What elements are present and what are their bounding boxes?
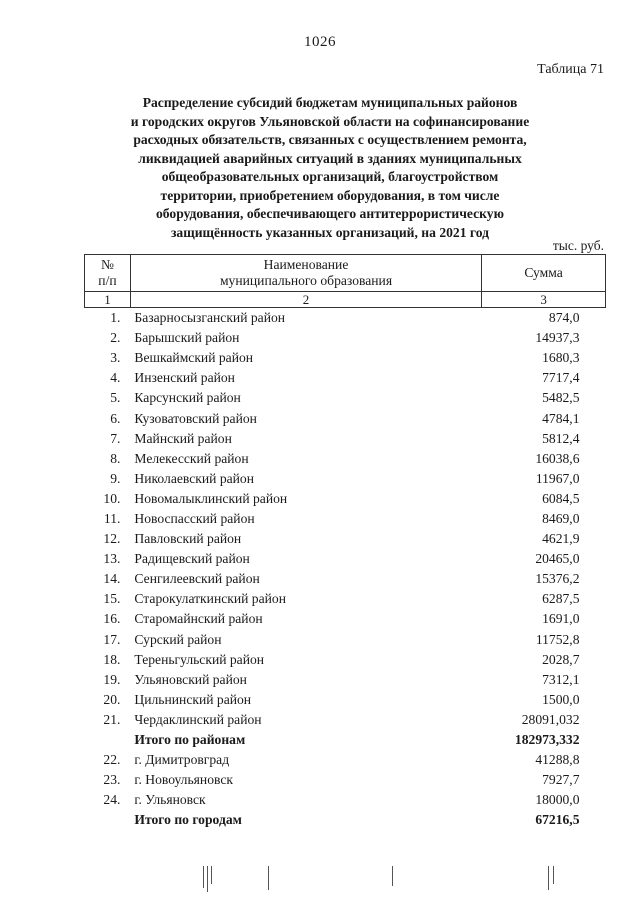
document-title [80, 94, 580, 242]
row-sum: 5482,5 [542, 390, 580, 406]
row-sum: 1500,0 [542, 691, 580, 707]
row-sum: 2028,7 [542, 651, 580, 667]
table-row [85, 408, 606, 428]
row-number: 3. [110, 350, 121, 366]
row-sum: 67216,5 [535, 812, 580, 828]
row-number [85, 810, 131, 830]
row-sum: 28091,032 [521, 711, 580, 727]
table-row [85, 750, 606, 770]
row-number: 23. [103, 772, 121, 788]
row-name: Новомалыклинский район [134, 490, 288, 506]
table-row [85, 308, 606, 329]
row-sum: 20465,0 [535, 551, 580, 567]
header-name: Наименование муниципального образования [130, 255, 481, 292]
row-number: 22. [103, 752, 121, 768]
row-number: 16. [103, 611, 121, 627]
table-row [85, 368, 606, 388]
row-name: Сурский район [134, 631, 222, 647]
row-name: Цильнинский район [134, 691, 252, 707]
column-number: 2 [130, 292, 481, 308]
total-row [85, 810, 606, 830]
table-row [85, 609, 606, 629]
row-number: 4. [110, 370, 121, 386]
row-sum: 4621,9 [542, 531, 580, 547]
row-sum: 4784,1 [542, 410, 580, 426]
row-number: 7. [110, 430, 121, 446]
scan-margin-marks [0, 866, 640, 896]
column-number-row [85, 292, 606, 308]
row-name: Итого по районам [134, 732, 246, 748]
subsidy-table [84, 254, 606, 830]
row-number: 12. [103, 531, 121, 547]
row-sum: 7312,1 [542, 671, 580, 687]
table-row [85, 569, 606, 589]
table-row [85, 589, 606, 609]
header-sum: Сумма [482, 255, 606, 292]
row-name: Чердаклинский район [134, 711, 262, 727]
row-name: Барышский район [134, 330, 240, 346]
row-name: Вешкаймский район [134, 350, 254, 366]
row-name: г. Новоульяновск [134, 772, 233, 788]
row-number: 19. [103, 671, 121, 687]
row-name: Майнский район [134, 430, 232, 446]
row-number: 10. [103, 490, 121, 506]
row-name: Сенгилеевский район [134, 571, 260, 587]
row-sum: 874,0 [548, 310, 580, 326]
row-name: Карсунский район [134, 390, 241, 406]
row-number: 8. [110, 450, 121, 466]
row-name: Радищевский район [134, 551, 250, 567]
row-number: 18. [103, 651, 121, 667]
title-line: ликвидацией аварийных ситуаций в зданиях муниципальных [138, 150, 522, 166]
row-sum: 11967,0 [535, 470, 580, 486]
row-number: 15. [103, 591, 121, 607]
table-row [85, 509, 606, 529]
row-name: Ульяновский район [134, 671, 247, 687]
row-sum: 11752,8 [535, 631, 580, 647]
row-sum: 1691,0 [542, 611, 580, 627]
row-sum: 8469,0 [542, 510, 580, 526]
row-sum: 18000,0 [535, 792, 580, 808]
table-row [85, 650, 606, 670]
table-body [85, 308, 606, 831]
column-number: 1 [85, 292, 131, 308]
row-number: 24. [103, 792, 121, 808]
page-number: 1026 [304, 34, 336, 50]
row-sum: 7927,7 [542, 772, 580, 788]
title-line: и городских округов Ульяновской области на софинансирование [130, 113, 530, 129]
units-label: тыс. руб. [552, 238, 604, 253]
row-sum: 15376,2 [535, 571, 580, 587]
row-sum: 14937,3 [535, 330, 580, 346]
table-row [85, 630, 606, 650]
row-number: 14. [103, 571, 121, 587]
row-number: 21. [103, 711, 121, 727]
table-row [85, 710, 606, 730]
table-row [85, 348, 606, 368]
row-number: 11. [103, 510, 121, 526]
row-name: Николаевский район [134, 470, 254, 486]
row-number: 13. [103, 551, 121, 567]
table-row [85, 469, 606, 489]
table-row [85, 770, 606, 790]
table-row [85, 549, 606, 569]
row-sum: 1680,3 [542, 350, 580, 366]
row-sum: 7717,4 [542, 370, 580, 386]
row-name: Итого по городам [134, 812, 242, 828]
table-row [85, 529, 606, 549]
title-line: Распределение субсидий бюджетам муниципальных районов [142, 95, 518, 110]
row-sum: 5812,4 [542, 430, 580, 446]
table-row [85, 449, 606, 469]
row-number [85, 730, 131, 750]
row-sum: 41288,8 [535, 752, 580, 768]
table-header-row [85, 255, 606, 292]
title-line: оборудования, обеспечивающего антитеррористическую [156, 206, 504, 221]
table-row [85, 670, 606, 690]
row-name: Тереньгульский район [134, 651, 265, 667]
title-line: общеобразовательных организаций, благоустройством [161, 169, 499, 184]
row-number: 17. [103, 631, 121, 647]
header-number: № п/п [85, 255, 131, 292]
row-name: Новоспасский район [134, 510, 255, 526]
row-number: 1. [110, 310, 121, 326]
row-number: 9. [110, 470, 121, 486]
table-row [85, 489, 606, 509]
row-sum: 182973,332 [514, 732, 580, 748]
row-sum: 16038,6 [535, 450, 580, 466]
row-name: Павловский район [134, 531, 242, 547]
column-number: 3 [482, 292, 606, 308]
row-sum: 6287,5 [542, 591, 580, 607]
row-name: г. Ульяновск [134, 792, 206, 808]
table-row [85, 429, 606, 449]
title-line: территории, приобретением оборудования, в том числе [160, 187, 500, 203]
row-number: 6. [110, 410, 121, 426]
row-name: Мелекесский район [134, 450, 249, 466]
row-number: 5. [110, 390, 121, 406]
table-row [85, 328, 606, 348]
table-row [85, 690, 606, 710]
row-name: Кузоватовский район [134, 410, 257, 426]
row-name: Старокулаткинский район [134, 591, 286, 607]
row-number: 2. [110, 330, 121, 346]
row-name: Старомайнский район [134, 611, 263, 627]
table-row [85, 790, 606, 810]
title-line: защищённость указанных организаций, на 2021 год [170, 224, 490, 240]
table-row [85, 388, 606, 408]
row-name: г. Димитровград [134, 752, 230, 768]
row-name: Базарносызганский район [134, 310, 286, 326]
table-label: Таблица 71 [537, 62, 604, 77]
row-sum: 6084,5 [542, 490, 580, 506]
row-name: Инзенский район [134, 370, 235, 386]
title-line: расходных обязательств, связанных с осуществлением ремонта, [133, 132, 527, 147]
total-row [85, 730, 606, 750]
row-number: 20. [103, 691, 121, 707]
